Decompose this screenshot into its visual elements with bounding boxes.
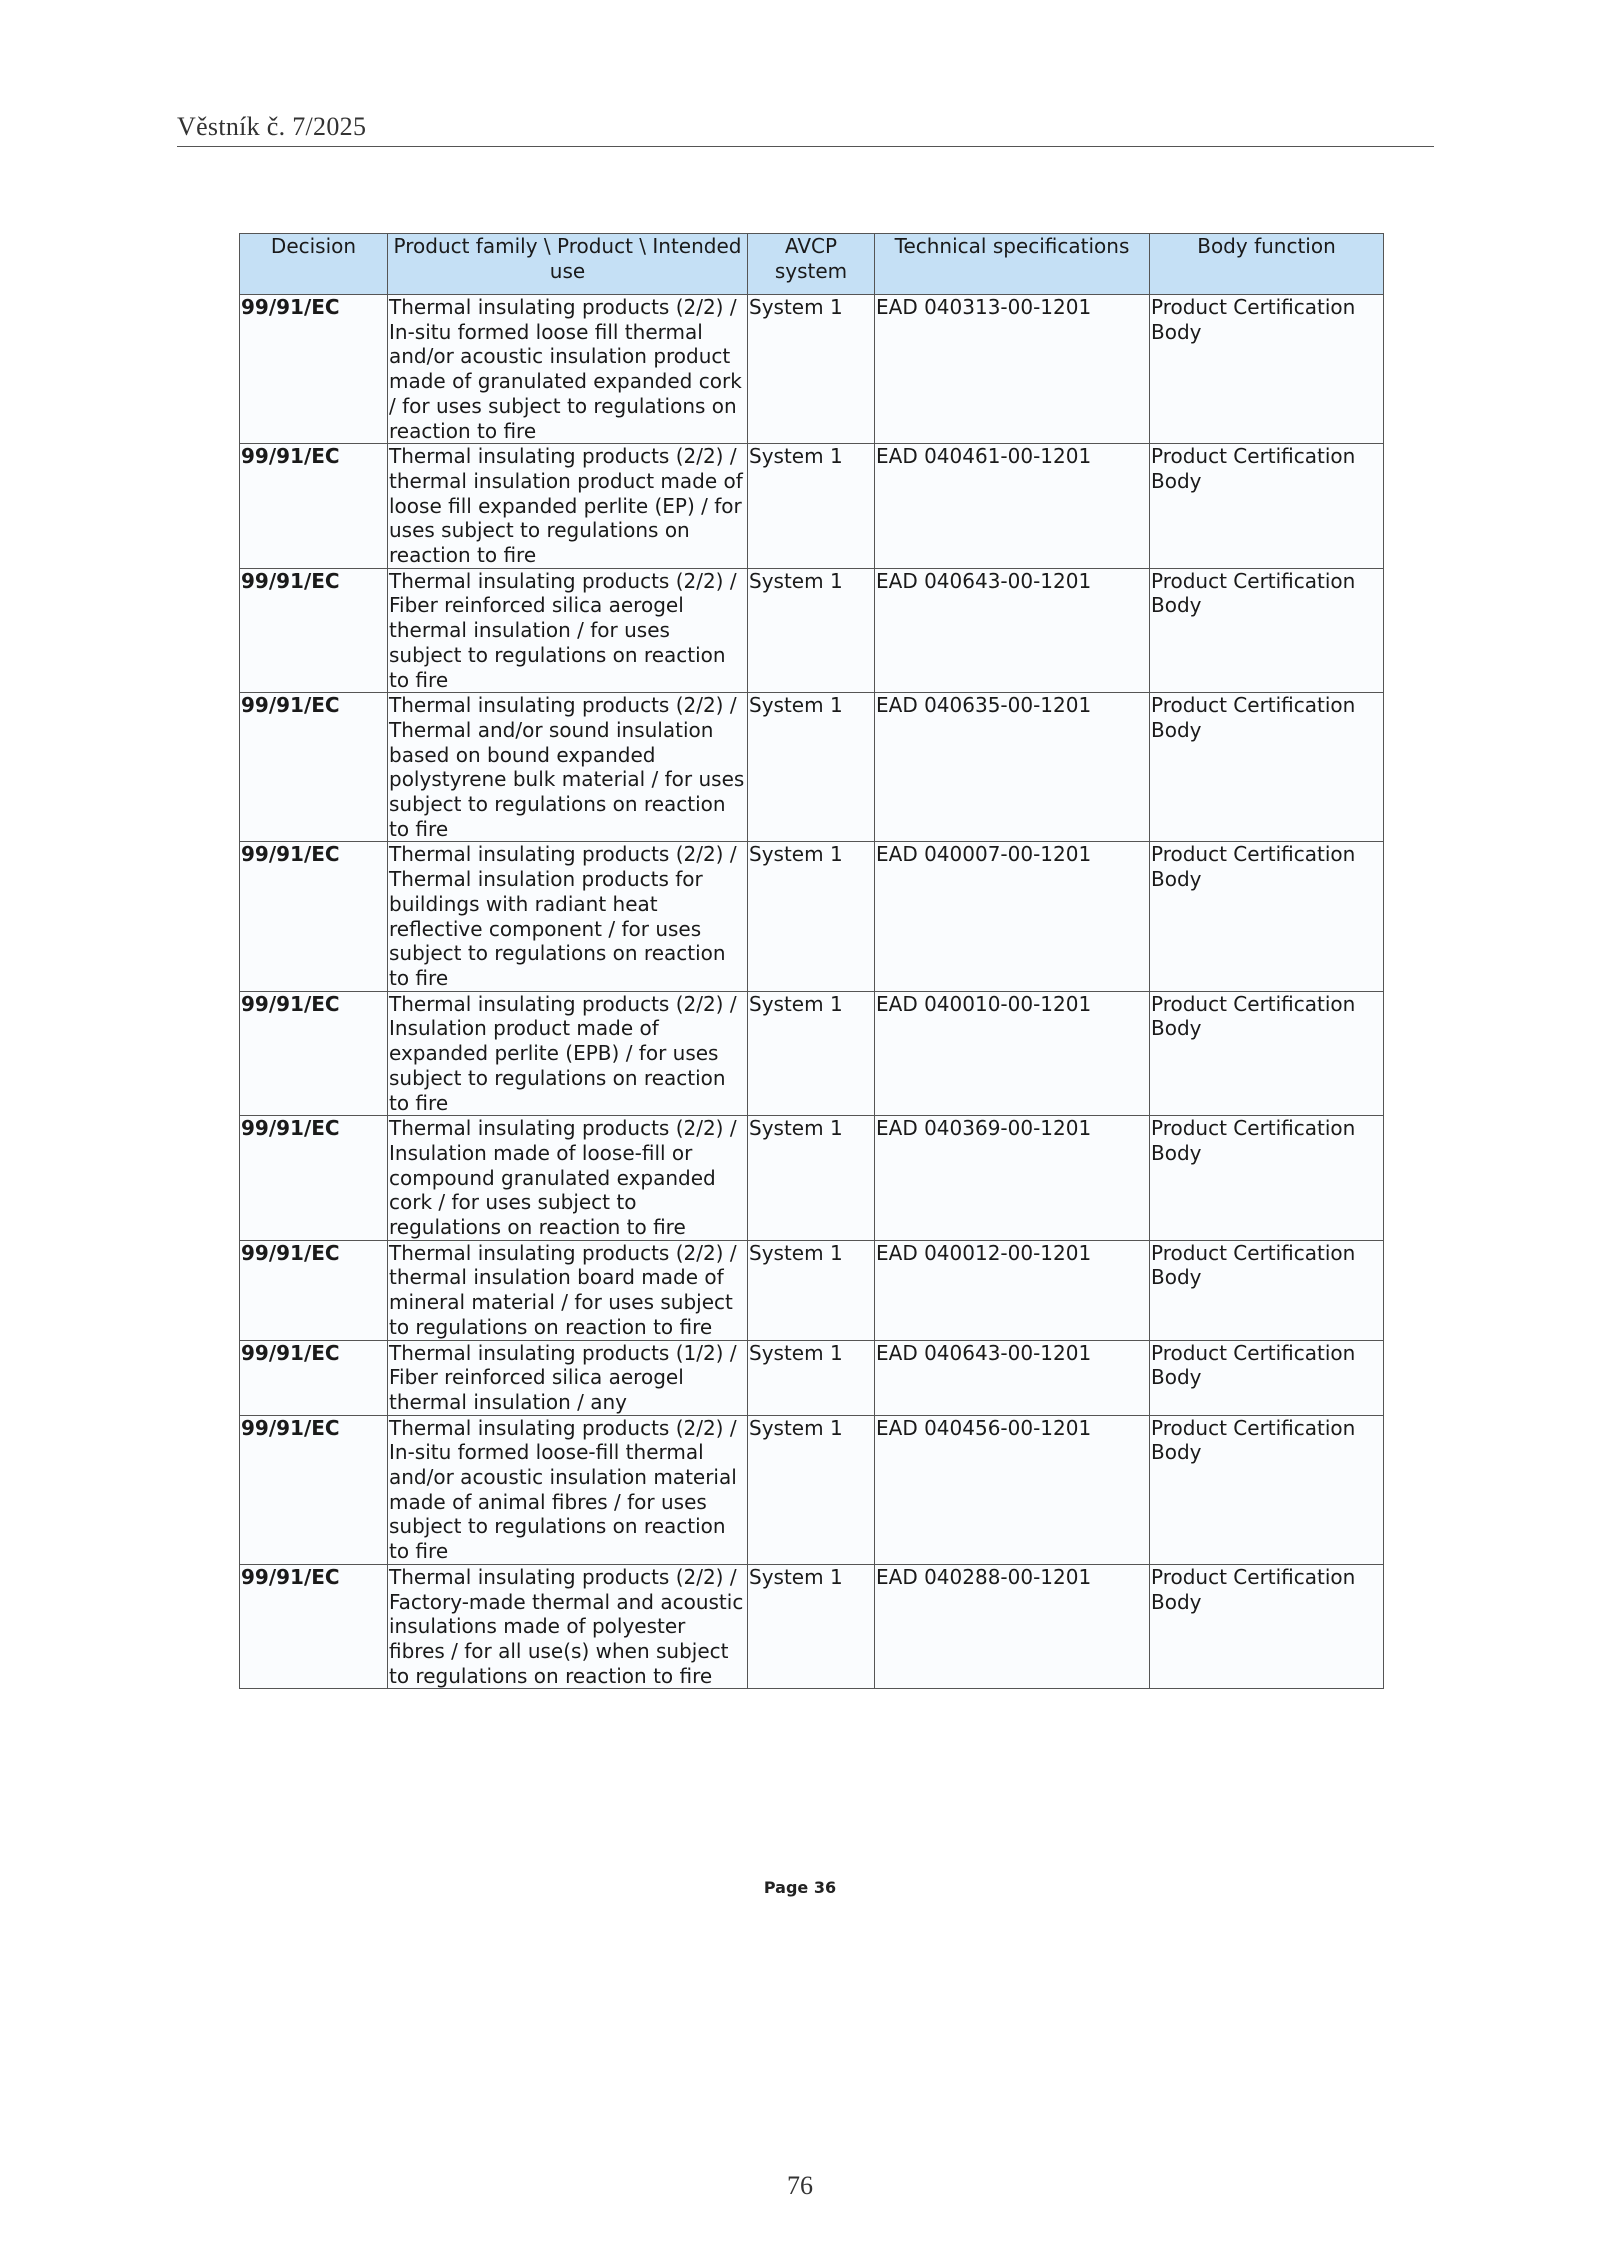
table-row: [240, 444, 1384, 569]
body-function-cell: Product Certification Body: [1150, 693, 1384, 842]
column-header-avcp: AVCP system: [748, 234, 875, 295]
table-row: [240, 693, 1384, 842]
decision-cell: 99/91/EC: [240, 1415, 388, 1564]
specification-cell: EAD 040288-00-1201: [875, 1564, 1150, 1689]
avcp-cell: System 1: [748, 1240, 875, 1340]
journal-title: Věstník č. 7/2025: [177, 112, 367, 141]
avcp-cell: System 1: [748, 295, 875, 444]
table-row: [240, 1340, 1384, 1415]
avcp-cell: System 1: [748, 1415, 875, 1564]
decision-cell: 99/91/EC: [240, 295, 388, 444]
product-cell: Thermal insulating products (2/2) / Thermal and/or sound insulation based on bound expanded polystyrene bulk material / for uses subject to regulations on reaction to fire: [388, 693, 748, 842]
body-function-cell: Product Certification Body: [1150, 1415, 1384, 1564]
specification-cell: EAD 040007-00-1201: [875, 842, 1150, 991]
specification-cell: EAD 040369-00-1201: [875, 1116, 1150, 1241]
body-function-cell: Product Certification Body: [1150, 1340, 1384, 1415]
table-row: [240, 568, 1384, 693]
product-cell: Thermal insulating products (2/2) / Fiber reinforced silica aerogel thermal insulation / for uses subject to regulations on reaction to fire: [388, 568, 748, 693]
product-cell: Thermal insulating products (2/2) / In-situ formed loose-fill thermal and/or acoustic insulation material made of animal fibres / for uses subject to regulations on reaction to fire: [388, 1415, 748, 1564]
column-header-product: Product family \ Product \ Intended use: [388, 234, 748, 295]
decision-cell: 99/91/EC: [240, 568, 388, 693]
product-cell: Thermal insulating products (2/2) / Insulation product made of expanded perlite (EPB) / for uses subject to regulations on reaction to fire: [388, 991, 748, 1116]
decision-cell: 99/91/EC: [240, 1240, 388, 1340]
specification-cell: EAD 040456-00-1201: [875, 1415, 1150, 1564]
decision-cell: 99/91/EC: [240, 842, 388, 991]
product-cell: Thermal insulating products (1/2) / Fiber reinforced silica aerogel thermal insulation / any: [388, 1340, 748, 1415]
specification-cell: EAD 040313-00-1201: [875, 295, 1150, 444]
avcp-cell: System 1: [748, 693, 875, 842]
body-function-cell: Product Certification Body: [1150, 444, 1384, 569]
body-function-cell: Product Certification Body: [1150, 1564, 1384, 1689]
body-function-cell: Product Certification Body: [1150, 991, 1384, 1116]
specification-cell: EAD 040643-00-1201: [875, 568, 1150, 693]
specification-cell: EAD 040461-00-1201: [875, 444, 1150, 569]
decision-cell: 99/91/EC: [240, 1116, 388, 1241]
product-cell: Thermal insulating products (2/2) / thermal insulation board made of mineral material / for uses subject to regulations on reaction to fire: [388, 1240, 748, 1340]
avcp-cell: System 1: [748, 1340, 875, 1415]
body-function-cell: Product Certification Body: [1150, 568, 1384, 693]
header-divider: [177, 146, 1434, 147]
avcp-cell: System 1: [748, 1116, 875, 1241]
product-cell: Thermal insulating products (2/2) / Insulation made of loose-fill or compound granulated expanded cork / for uses subject to regulations on reaction to fire: [388, 1116, 748, 1241]
table-row: [240, 1116, 1384, 1241]
table-row: [240, 1415, 1384, 1564]
product-cell: Thermal insulating products (2/2) / thermal insulation product made of loose fill expanded perlite (EP) / for uses subject to regulations on reaction to fire: [388, 444, 748, 569]
product-cell: Thermal insulating products (2/2) / In-situ formed loose fill thermal and/or acoustic insulation product made of granulated expanded cork / for uses subject to regulations on reaction to fire: [388, 295, 748, 444]
column-header-specifications: Technical specifications: [875, 234, 1150, 295]
table-row: [240, 1240, 1384, 1340]
body-function-cell: Product Certification Body: [1150, 1240, 1384, 1340]
column-header-decision: Decision: [240, 234, 388, 295]
body-function-cell: Product Certification Body: [1150, 842, 1384, 991]
decision-cell: 99/91/EC: [240, 693, 388, 842]
product-cell: Thermal insulating products (2/2) / Factory-made thermal and acoustic insulations made of polyester fibres / for all use(s) when subject to regulations on reaction to fire: [388, 1564, 748, 1689]
table-header-row: [240, 234, 1384, 295]
table-row: [240, 1564, 1384, 1689]
page-number: 76: [787, 2171, 813, 2200]
avcp-cell: System 1: [748, 842, 875, 991]
decision-cell: 99/91/EC: [240, 1340, 388, 1415]
avcp-cell: System 1: [748, 991, 875, 1116]
avcp-cell: System 1: [748, 1564, 875, 1689]
table-row: [240, 991, 1384, 1116]
column-header-body-function: Body function: [1150, 234, 1384, 295]
table-row: [240, 842, 1384, 991]
decision-cell: 99/91/EC: [240, 991, 388, 1116]
avcp-cell: System 1: [748, 568, 875, 693]
certification-table: [239, 233, 1384, 1689]
avcp-cell: System 1: [748, 444, 875, 569]
specification-cell: EAD 040635-00-1201: [875, 693, 1150, 842]
body-function-cell: Product Certification Body: [1150, 295, 1384, 444]
specification-cell: EAD 040643-00-1201: [875, 1340, 1150, 1415]
page-label: Page 36: [763, 1878, 837, 1897]
decision-cell: 99/91/EC: [240, 1564, 388, 1689]
decision-cell: 99/91/EC: [240, 444, 388, 569]
table-row: [240, 295, 1384, 444]
specification-cell: EAD 040012-00-1201: [875, 1240, 1150, 1340]
specification-cell: EAD 040010-00-1201: [875, 991, 1150, 1116]
product-cell: Thermal insulating products (2/2) / Thermal insulation products for buildings with radiant heat reflective component / for uses subject to regulations on reaction to fire: [388, 842, 748, 991]
body-function-cell: Product Certification Body: [1150, 1116, 1384, 1241]
